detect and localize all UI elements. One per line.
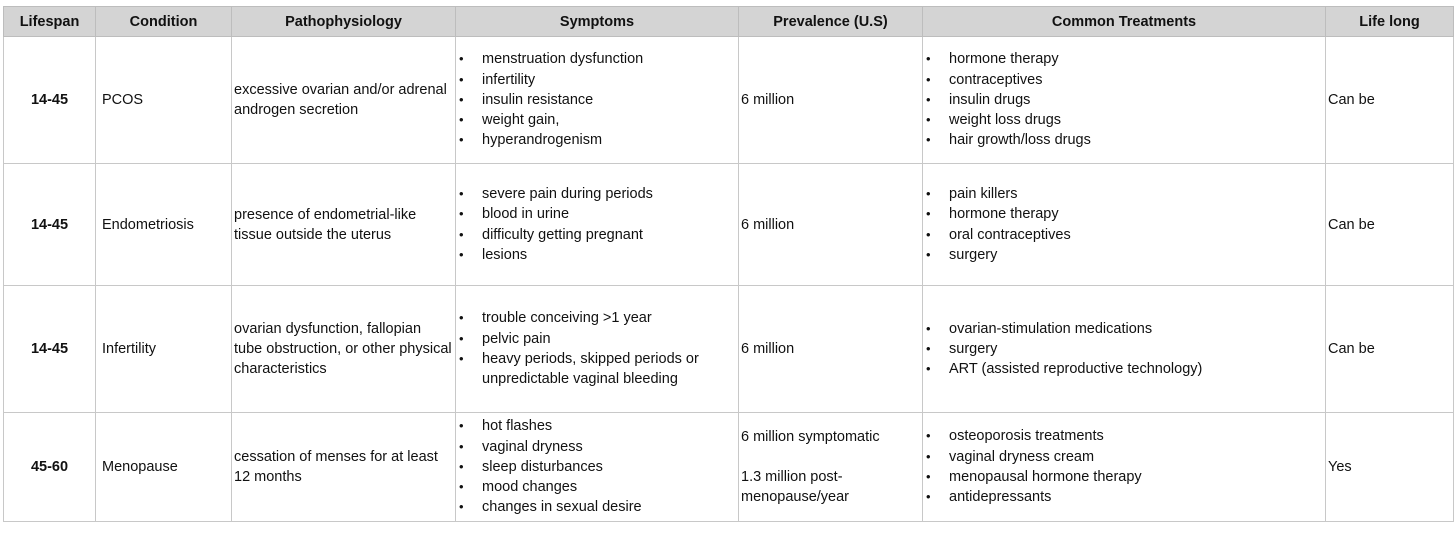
pathophysiology-cell: excessive ovarian and/or adrenal androgen secretion (232, 37, 456, 164)
pathophysiology-cell: ovarian dysfunction, fallopian tube obstruction, or other physical characteristics (232, 286, 456, 413)
treatments-list (925, 184, 1323, 265)
symptoms-list (458, 49, 736, 150)
list-item: • lesions (482, 245, 736, 265)
list-item: • trouble conceiving >1 year (482, 308, 736, 328)
prevalence-cell (739, 37, 923, 164)
lifelong-cell: Can be (1326, 37, 1454, 164)
prevalence-cell (739, 164, 923, 286)
prevalence-cell (739, 413, 923, 522)
symptoms-list (458, 184, 736, 265)
pathophysiology-cell: presence of endometrial-like tissue outside the uterus (232, 164, 456, 286)
list-item: • hot flashes (482, 416, 736, 436)
pathophysiology-cell: cessation of menses for at least 12 months (232, 413, 456, 522)
table-row (4, 413, 1454, 522)
list-item: • contraceptives (949, 70, 1323, 90)
symptoms-cell (456, 413, 739, 522)
list-item: • insulin resistance (482, 90, 736, 110)
symptoms-cell (456, 37, 739, 164)
list-item: • changes in sexual desire (482, 497, 736, 517)
list-item: • sleep disturbances (482, 457, 736, 477)
list-item: • menstruation dysfunction (482, 49, 736, 69)
list-item: • weight loss drugs (949, 110, 1323, 130)
list-item: • pain killers (949, 184, 1323, 204)
header-lifelong: Life long (1326, 7, 1454, 37)
list-item: • weight gain, (482, 110, 736, 130)
treatments-cell (923, 164, 1326, 286)
list-item: • mood changes (482, 477, 736, 497)
list-item: • hair growth/loss drugs (949, 130, 1323, 150)
conditions-table (3, 6, 1454, 522)
lifelong-cell: Can be (1326, 164, 1454, 286)
prevalence-text: 6 million (741, 92, 795, 108)
lifespan-cell: 14-45 (4, 37, 96, 164)
table-row (4, 37, 1454, 164)
list-item: • hormone therapy (949, 204, 1323, 224)
treatments-list (925, 426, 1323, 507)
condition-cell: PCOS (96, 37, 232, 164)
list-item: • menopausal hormone therapy (949, 467, 1323, 487)
list-item: • vaginal dryness cream (949, 447, 1323, 467)
table-row (4, 164, 1454, 286)
list-item: • infertility (482, 70, 736, 90)
list-item: • hyperandrogenism (482, 130, 736, 150)
prevalence-cell (739, 286, 923, 413)
list-item: • osteoporosis treatments (949, 426, 1323, 446)
list-item: • ART (assisted reproductive technology) (949, 359, 1323, 379)
header-lifespan: Lifespan (4, 7, 96, 37)
lifespan-cell: 14-45 (4, 164, 96, 286)
symptoms-list (458, 416, 736, 517)
list-item: • vaginal dryness (482, 437, 736, 457)
list-item: • hormone therapy (949, 49, 1323, 69)
header-row (4, 7, 1454, 37)
header-treatments: Common Treatments (923, 7, 1326, 37)
list-item: • insulin drugs (949, 90, 1323, 110)
symptoms-cell (456, 164, 739, 286)
lifelong-cell: Can be (1326, 286, 1454, 413)
table-row (4, 286, 1454, 413)
treatments-cell (923, 286, 1326, 413)
prevalence-spacer (741, 447, 920, 467)
treatments-cell (923, 37, 1326, 164)
treatments-cell (923, 413, 1326, 522)
list-item: • difficulty getting pregnant (482, 225, 736, 245)
list-item: • surgery (949, 245, 1323, 265)
lifespan-cell: 45-60 (4, 413, 96, 522)
list-item: • surgery (949, 339, 1323, 359)
header-pathophysiology: Pathophysiology (232, 7, 456, 37)
treatments-list (925, 319, 1323, 380)
prevalence-text: 6 million (741, 216, 795, 233)
prevalence-text: 1.3 million post-menopause/year (741, 469, 850, 505)
header-prevalence: Prevalence (U.S) (739, 7, 923, 37)
prevalence-text: 6 million symptomatic (741, 429, 880, 445)
condition-cell: Menopause (96, 413, 232, 522)
lifelong-cell: Yes (1326, 413, 1454, 522)
header-symptoms: Symptoms (456, 7, 739, 37)
list-item: • blood in urine (482, 204, 736, 224)
list-item: • severe pain during periods (482, 184, 736, 204)
list-item: • pelvic pain (482, 329, 736, 349)
symptoms-list (458, 308, 736, 389)
prevalence-text: 6 million (741, 341, 795, 357)
list-item: • heavy periods, skipped periods or unpredictable vaginal bleeding (482, 349, 736, 390)
symptoms-cell (456, 286, 739, 413)
list-item: • oral contraceptives (949, 225, 1323, 245)
treatments-list (925, 49, 1323, 150)
header-condition: Condition (96, 7, 232, 37)
condition-cell: Endometriosis (96, 164, 232, 286)
list-item: • ovarian-stimulation medications (949, 319, 1323, 339)
condition-cell: Infertility (96, 286, 232, 413)
list-item: • antidepressants (949, 487, 1323, 507)
lifespan-cell: 14-45 (4, 286, 96, 413)
